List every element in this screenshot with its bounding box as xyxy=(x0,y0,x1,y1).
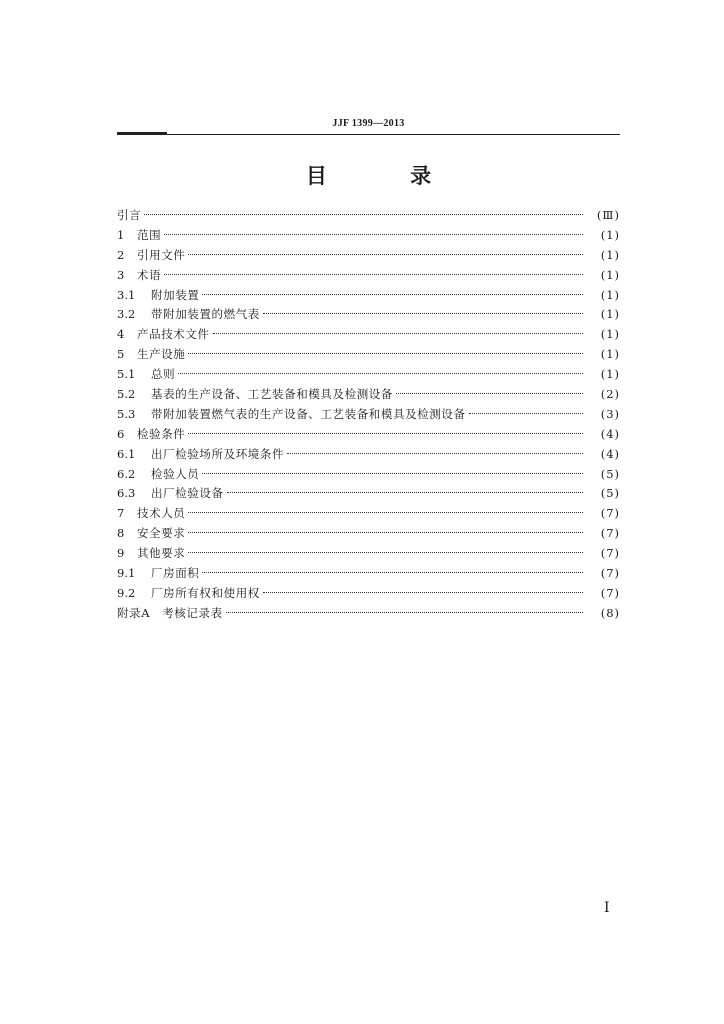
toc-entry-number: 1 xyxy=(117,227,125,242)
toc-entry-page: (7) xyxy=(600,585,620,600)
toc-entry-label: 总则 xyxy=(151,367,176,382)
toc-entry-label: 术语 xyxy=(137,267,162,282)
dot-leader xyxy=(227,492,583,493)
dot-leader xyxy=(188,353,583,354)
toc-entry[interactable] xyxy=(117,484,620,504)
dot-leader xyxy=(226,612,583,613)
dot-leader xyxy=(188,254,583,255)
toc-entry[interactable] xyxy=(117,226,620,246)
toc-entry-page: (1) xyxy=(600,267,620,282)
dot-leader xyxy=(188,532,583,533)
toc-entry[interactable] xyxy=(117,385,620,405)
toc-entry-number: 6.2 xyxy=(117,466,136,481)
dot-leader xyxy=(164,234,583,235)
toc-entry-number: 3.1 xyxy=(117,287,136,302)
toc-entry[interactable] xyxy=(117,286,620,306)
toc-entry-page: (1) xyxy=(600,227,620,242)
toc-entry-page: (1) xyxy=(600,327,620,342)
toc-entry-number: 3.2 xyxy=(117,307,136,322)
toc-entry-number: 6 xyxy=(117,426,125,441)
toc-entry-label: 出厂检验设备 xyxy=(151,486,224,501)
toc-entry[interactable] xyxy=(117,325,620,345)
page-number: I xyxy=(604,900,610,916)
toc-entry-number: 6.1 xyxy=(117,446,136,461)
toc-entry-label: 附加装置 xyxy=(151,287,200,302)
toc-entry[interactable] xyxy=(117,584,620,604)
toc-entry[interactable] xyxy=(117,604,620,624)
toc-entry-page: (5) xyxy=(600,486,620,501)
toc-entry[interactable] xyxy=(117,365,620,385)
dot-leader xyxy=(396,393,583,394)
toc-entry-number: 3 xyxy=(117,267,125,282)
toc-entry-number: 9.2 xyxy=(117,585,136,600)
dot-leader xyxy=(263,592,583,593)
toc-entry-label: 基表的生产设备、工艺装备和模具及检测设备 xyxy=(151,387,393,402)
toc-entry-page: (5) xyxy=(600,466,620,481)
dot-leader xyxy=(188,512,583,513)
toc-entry[interactable] xyxy=(117,544,620,564)
toc-entry-page: (7) xyxy=(600,546,620,561)
toc-entry-label: 检验条件 xyxy=(137,426,186,441)
dot-leader xyxy=(188,552,583,553)
toc-entry-page: (1) xyxy=(600,287,620,302)
dot-leader xyxy=(144,214,583,215)
toc-entry-label: 厂房面积 xyxy=(151,566,200,581)
toc-entry-page: (7) xyxy=(600,526,620,541)
dot-leader xyxy=(213,333,583,334)
dot-leader xyxy=(164,274,583,275)
toc-entry-label: 检验人员 xyxy=(151,466,200,481)
toc-entry-label: 带附加装置的燃气表 xyxy=(151,307,260,322)
toc-entry-number: 5.2 xyxy=(117,387,136,402)
dot-leader xyxy=(287,453,583,454)
toc-entry-number: 5.3 xyxy=(117,406,136,421)
toc-entry[interactable] xyxy=(117,504,620,524)
toc-entry-label: 厂房所有权和使用权 xyxy=(151,585,260,600)
toc-entry[interactable] xyxy=(117,445,620,465)
toc-entry-page: (1) xyxy=(600,347,620,362)
toc-entry-page: (4) xyxy=(600,426,620,441)
toc-entry-page: (1) xyxy=(600,307,620,322)
toc-entry[interactable] xyxy=(117,305,620,325)
toc-entry-number: 6.3 xyxy=(117,486,136,501)
toc-entry-label: 带附加装置燃气表的生产设备、工艺装备和模具及检测设备 xyxy=(151,406,466,421)
page-title: 目 录 xyxy=(305,164,470,188)
dot-leader xyxy=(178,373,583,374)
dot-leader xyxy=(202,473,583,474)
dot-leader xyxy=(202,294,583,295)
toc-entry-label: 安全要求 xyxy=(137,526,186,541)
toc-entry-number: 5.1 xyxy=(117,367,136,382)
toc-entry[interactable] xyxy=(117,266,620,286)
toc-entry-number: 4 xyxy=(117,327,125,342)
toc-entry-page: (4) xyxy=(600,446,620,461)
dot-leader xyxy=(469,413,583,414)
toc-entry-page: (1) xyxy=(600,367,620,382)
toc-entry-label: 范围 xyxy=(137,227,162,242)
toc-entry[interactable] xyxy=(117,405,620,425)
toc-entry-label: 产品技术文件 xyxy=(137,327,210,342)
header-rule xyxy=(117,134,620,135)
toc-entry-number: 8 xyxy=(117,526,125,541)
toc-entry[interactable] xyxy=(117,206,620,226)
toc-entry[interactable] xyxy=(117,425,620,445)
table-of-contents xyxy=(117,206,620,624)
dot-leader xyxy=(263,313,583,314)
toc-entry-number: 7 xyxy=(117,506,125,521)
toc-entry-page: (1) xyxy=(600,247,620,262)
toc-entry-page: (7) xyxy=(600,506,620,521)
toc-entry-label: 其他要求 xyxy=(137,546,186,561)
toc-entry-label: 附录A 考核记录表 xyxy=(117,605,223,620)
toc-entry-label: 生产设施 xyxy=(137,347,186,362)
toc-entry-number: 5 xyxy=(117,347,125,362)
toc-entry-label: 引用文件 xyxy=(137,247,186,262)
toc-entry-page: (8) xyxy=(600,605,620,620)
toc-entry[interactable] xyxy=(117,564,620,584)
toc-entry[interactable] xyxy=(117,524,620,544)
toc-entry-label: 出厂检验场所及环境条件 xyxy=(151,446,285,461)
dot-leader xyxy=(202,572,583,573)
toc-entry-page: (3) xyxy=(600,406,620,421)
toc-entry[interactable] xyxy=(117,246,620,266)
toc-entry-number: 2 xyxy=(117,247,125,262)
toc-entry-label: 引言 xyxy=(117,208,142,222)
toc-entry-label: 技术人员 xyxy=(137,506,186,521)
toc-entry[interactable] xyxy=(117,465,620,485)
toc-entry-page: (2) xyxy=(600,387,620,402)
toc-entry-page: (Ⅲ) xyxy=(596,208,620,222)
running-header: JJF 1399—2013 xyxy=(332,118,405,129)
dot-leader xyxy=(188,433,583,434)
toc-entry[interactable] xyxy=(117,345,620,365)
toc-entry-number: 9.1 xyxy=(117,566,136,581)
toc-entry-number: 9 xyxy=(117,546,125,561)
toc-entry-page: (7) xyxy=(600,566,620,581)
